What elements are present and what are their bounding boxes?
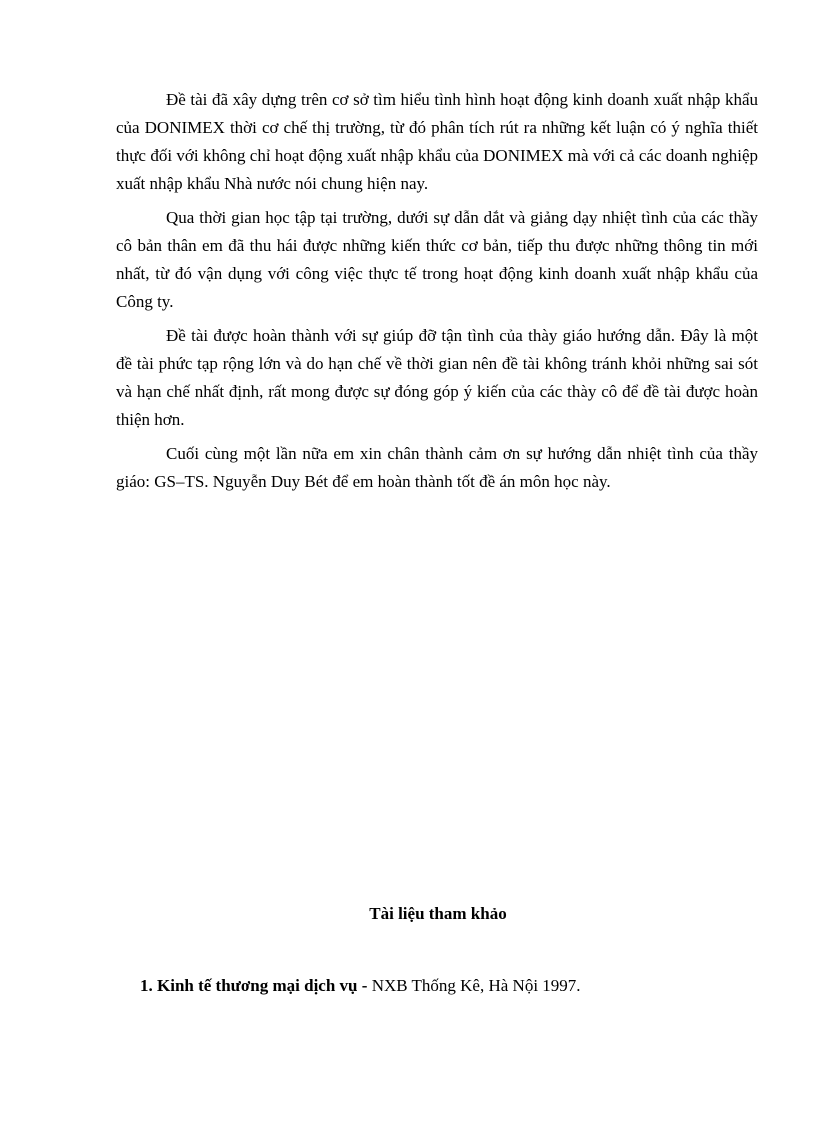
- references-heading: Tài liệu tham khảo: [369, 904, 507, 923]
- body-text: [116, 86, 758, 502]
- reference-title: Kinh tế thương mại dịch vụ -: [157, 976, 368, 995]
- paragraph-2: Qua thời gian học tập tại trường, dưới sự dẫn dắt và giảng dạy nhiệt tình của các thầy cô bản thân em đã thu hái được những kiến thức cơ bản, tiếp thu được những thông tin mới nhất, từ đó vận dụng với công việc thực tế trong hoạt động kinh doanh xuất nhập khẩu của Công ty.: [116, 208, 758, 311]
- paragraph-1: Đề tài đã xây dựng trên cơ sở tìm hiểu tình hình hoạt động kinh doanh xuất nhập khẩu của DONIMEX thời cơ chế thị trường, từ đó phân tích rút ra những kết luận có ý nghĩa thiết thực đối với không chỉ hoạt động xuất nhập khẩu của DONIMEX mà với cả các doanh nghiệp xuất nhập khẩu Nhà nước nói chung hiện nay.: [116, 90, 758, 193]
- reference-publisher: NXB Thống Kê, Hà Nội 1997.: [371, 976, 581, 995]
- paragraph-3: Đề tài được hoàn thành với sự giúp đỡ tận tình của thày giáo hướng dẫn. Đây là một đề tài phức tạp rộng lớn và do hạn chế về thời gian nên đề tài không tránh khỏi những sai sót và hạn chế nhất định, rất mong được sự đóng góp ý kiến của các thày cô để đề tài được hoàn thiện hơn.: [116, 326, 758, 429]
- reference-item: [140, 974, 581, 998]
- reference-number: 1.: [140, 976, 153, 995]
- paragraph-4: Cuối cùng một lần nữa em xin chân thành cảm ơn sự hướng dẫn nhiệt tình của thầy giáo: GS–TS. Nguyễn Duy Bét để em hoàn thành tốt đề án môn học này.: [116, 444, 758, 491]
